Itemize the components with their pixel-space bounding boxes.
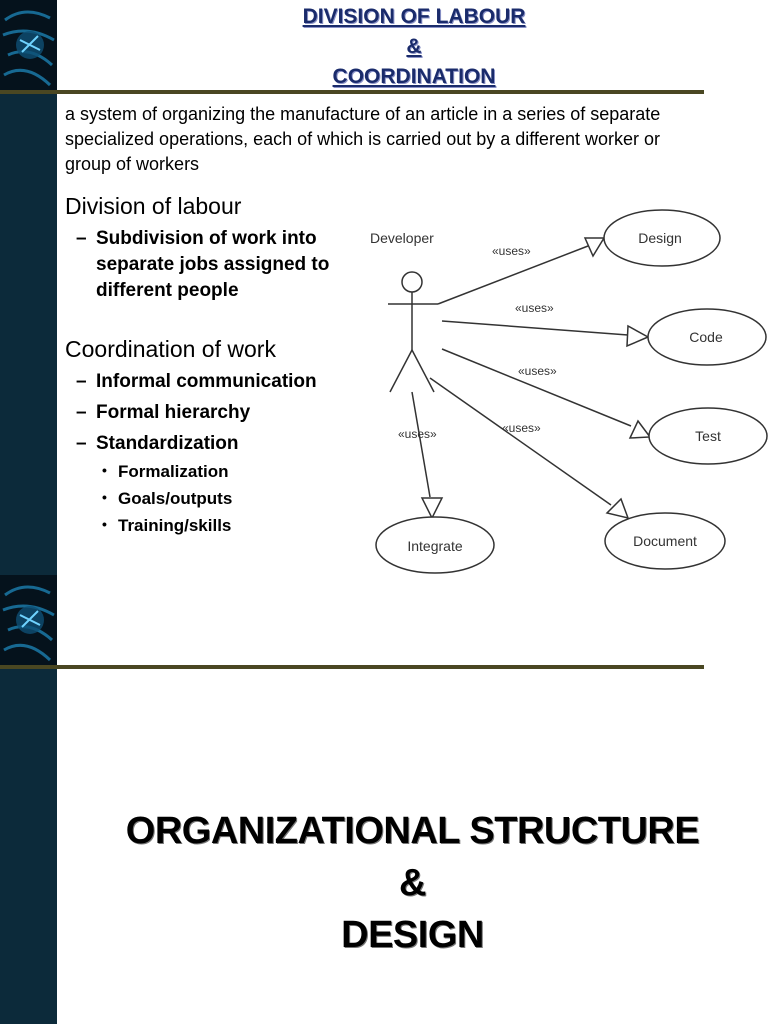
- standardization-item-text: Goals/outputs: [118, 489, 233, 508]
- use-case-label: Code: [689, 329, 723, 345]
- slide1-title-line1: DIVISION OF LABOUR: [302, 5, 526, 28]
- division-point: [76, 226, 366, 304]
- standardization-item: [102, 489, 233, 509]
- slide1-title-line3: COORDINATION: [332, 65, 496, 88]
- dash-marker: –: [76, 228, 87, 249]
- association-line: [442, 349, 631, 426]
- arrowhead: [422, 498, 442, 518]
- arrowhead: [607, 499, 628, 518]
- definition-text: a system of organizing the manufacture of an article in a series of separate specialized operations, each of which is carried out by a different worker or group of workers: [65, 104, 661, 174]
- dash-marker: –: [76, 371, 87, 392]
- slide2-title-line3: DESIGN: [341, 914, 484, 956]
- uses-label: «uses»: [518, 364, 557, 378]
- standardization-item-text: Training/skills: [118, 516, 232, 535]
- uses-label: «uses»: [398, 427, 437, 441]
- use-case-label: Document: [633, 533, 697, 549]
- slide2-title: [57, 805, 768, 961]
- coordination-point-text: Informal communication: [96, 371, 317, 392]
- arrowhead: [627, 326, 648, 346]
- bullet-marker: •: [102, 516, 107, 532]
- standardization-item: [102, 462, 229, 482]
- uses-label: «uses»: [492, 244, 531, 258]
- slide1-title-line2: &: [406, 35, 422, 58]
- actor-label: Developer: [370, 230, 434, 246]
- division-heading: Division of labour: [65, 193, 242, 219]
- corner-logo-image: [0, 0, 57, 90]
- title-divider-rule: [0, 665, 704, 669]
- slide2-title-line2: &: [399, 862, 426, 904]
- use-case-label: Integrate: [407, 538, 463, 554]
- use-case-diagram: [360, 200, 768, 585]
- coordination-point: [76, 400, 250, 426]
- coordination-point: [76, 431, 239, 457]
- standardization-item-text: Formalization: [118, 462, 229, 481]
- dash-marker: –: [76, 402, 87, 423]
- association-line: [430, 378, 611, 505]
- arrowhead: [630, 421, 650, 438]
- coordination-point-text: Standardization: [96, 433, 239, 454]
- association-line: [412, 392, 430, 497]
- association-line: [442, 321, 628, 335]
- standardization-item: [102, 516, 232, 536]
- slide1-title: [57, 2, 768, 92]
- left-sidebar-band: [0, 0, 57, 1024]
- use-case-label: Design: [638, 230, 682, 246]
- corner-logo-image: [0, 575, 57, 667]
- uses-label: «uses»: [502, 421, 541, 435]
- coordination-point-text: Formal hierarchy: [96, 402, 251, 423]
- coordination-heading: Coordination of work: [65, 336, 276, 362]
- actor-stick-figure: [388, 272, 438, 392]
- slide2-title-line1: ORGANIZATIONAL STRUCTURE: [125, 810, 700, 852]
- dash-marker: –: [76, 433, 87, 454]
- arrowhead: [585, 238, 604, 256]
- division-point-text: Subdivision of work into separate jobs assigned to different people: [96, 228, 330, 301]
- association-lines: [412, 238, 650, 518]
- bullet-marker: •: [102, 462, 107, 478]
- coordination-point: [76, 369, 317, 395]
- use-case-label: Test: [695, 428, 721, 444]
- bullet-marker: •: [102, 489, 107, 505]
- uses-label: «uses»: [515, 301, 554, 315]
